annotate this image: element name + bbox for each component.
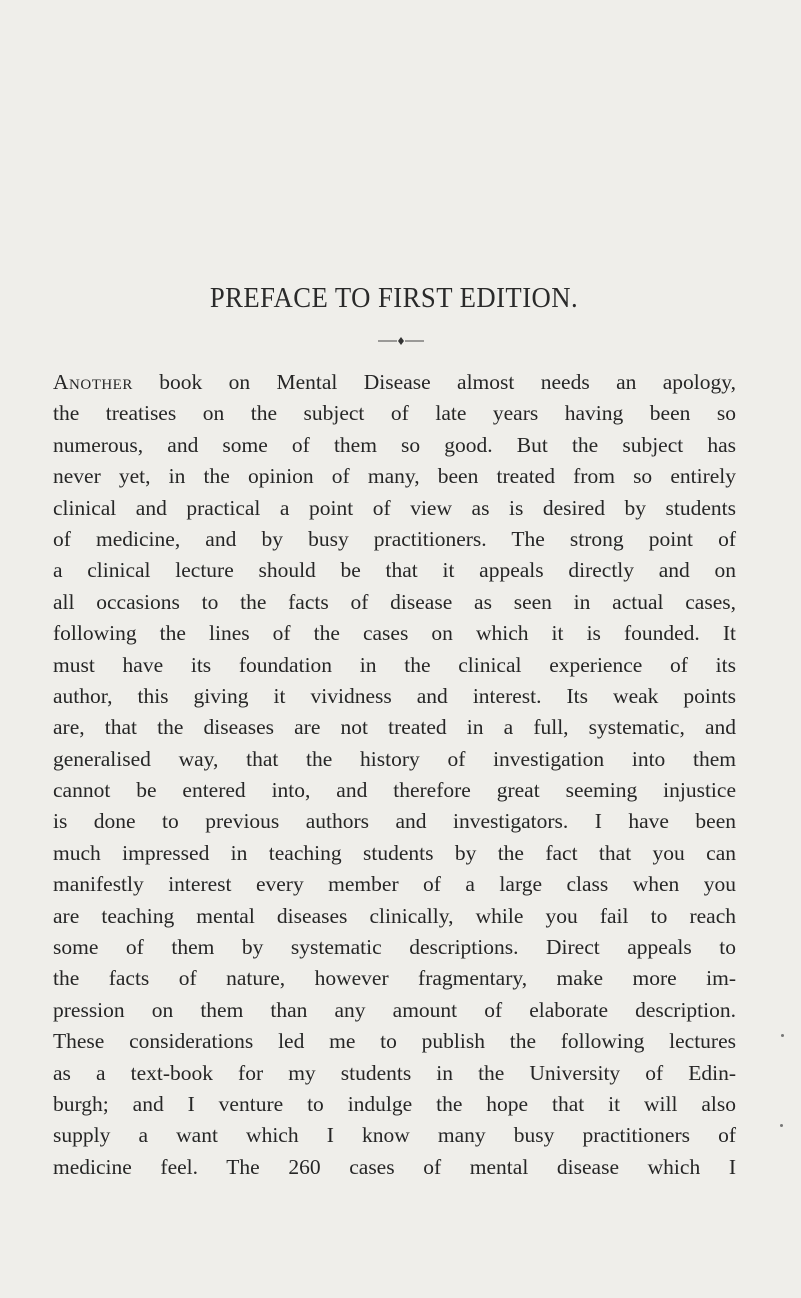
text-line: are, that the diseases are not treated in a full, systematic, and: [53, 715, 736, 740]
text-line: as a text-book for my students in the University of Edin-: [53, 1060, 736, 1085]
text-line: These considerations led me to publish the following lectures: [53, 1029, 736, 1054]
text-line: pression on them than any amount of elaborate description.: [53, 997, 736, 1022]
text-line: much impressed in teaching students by the fact that you can: [53, 840, 736, 865]
text-line: manifestly interest every member of a large class when you: [53, 872, 736, 897]
text-line: [53, 367, 736, 398]
text-line: following the lines of the cases on which it is founded. It: [53, 621, 736, 646]
ornament-divider-icon: [378, 336, 424, 346]
text-line: the facts of nature, however fragmentary, make more im-: [53, 966, 736, 991]
page-title: PREFACE TO FIRST EDITION.: [209, 282, 579, 314]
paper-speck: [780, 1124, 783, 1127]
text-line: must have its foundation in the clinical experience of its: [53, 652, 736, 677]
text-line: author, this giving it vividness and interest. Its weak points: [53, 683, 736, 708]
text-line: the treatises on the subject of late years having been so: [53, 401, 736, 426]
text-line: numerous, and some of them so good. But the subject has: [53, 432, 736, 457]
text-line: never yet, in the opinion of many, been treated from so entirely: [53, 464, 736, 489]
text-line: generalised way, that the history of investigation into them: [53, 746, 736, 771]
text-line: is done to previous authors and investigators. I have been: [53, 809, 736, 834]
drop-word: Another: [53, 370, 133, 394]
text-line: clinical and practical a point of view as is desired by students: [53, 495, 736, 520]
text-line: cannot be entered into, and therefore great seeming injustice: [53, 778, 736, 803]
paper-speck: [781, 1034, 784, 1037]
text-line: medicine feel. The 260 cases of mental disease which I: [53, 1154, 736, 1179]
text-line: all occasions to the facts of disease as seen in actual cases,: [53, 589, 736, 614]
text-line: some of them by systematic descriptions. Direct appeals to: [53, 935, 736, 960]
text-line: are teaching mental diseases clinically, while you fail to reach: [53, 903, 736, 928]
preface-text: [53, 367, 736, 1183]
text-line: supply a want which I know many busy practitioners of: [53, 1123, 736, 1148]
text-line: a clinical lecture should be that it appeals directly and on: [53, 558, 736, 583]
text-line: of medicine, and by busy practitioners. The strong point of: [53, 526, 736, 551]
text-line: burgh; and I venture to indulge the hope that it will also: [53, 1091, 736, 1116]
first-line-text: book on Mental Disease almost needs an apology,: [132, 370, 736, 394]
